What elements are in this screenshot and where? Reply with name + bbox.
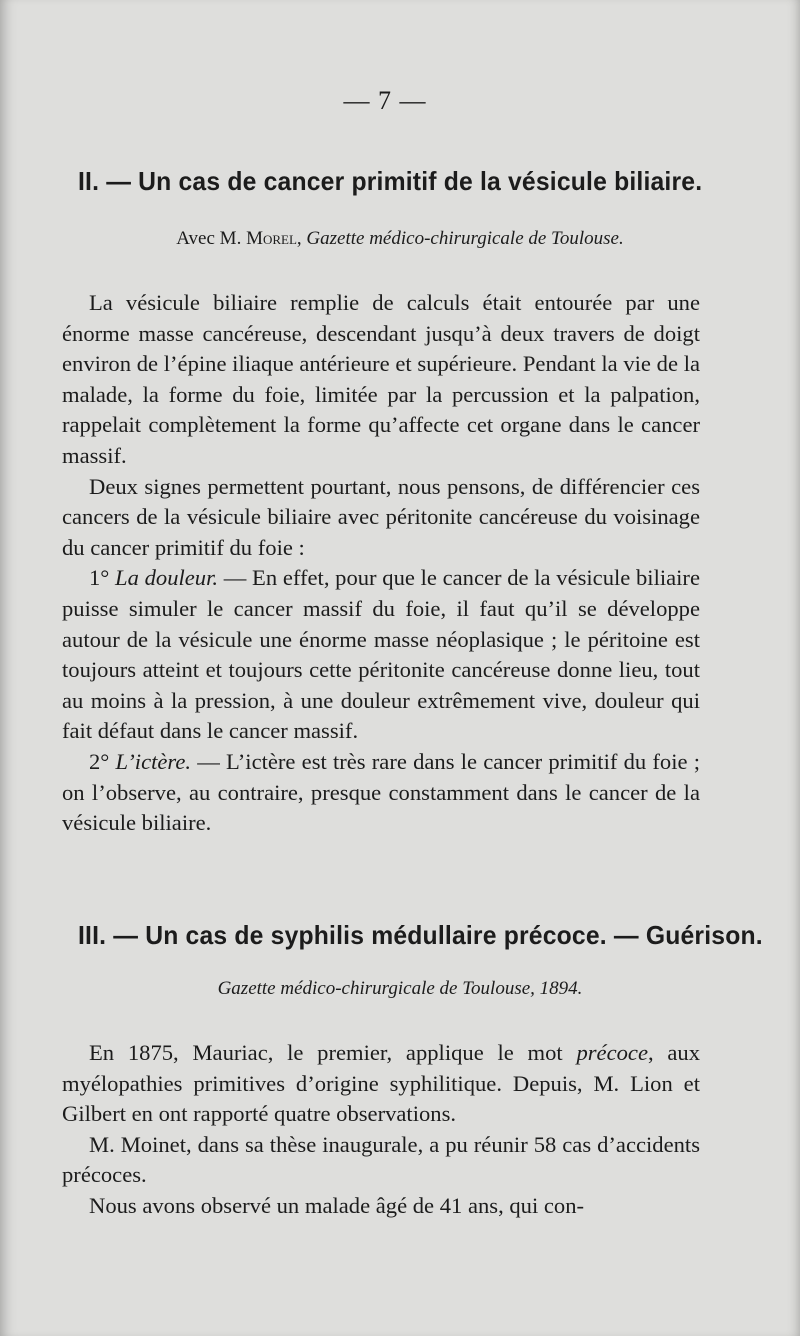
paragraph: M. Moinet, dans sa thèse inaugurale, a pu réunir 58 cas d’accidents précoces. xyxy=(62,1131,700,1188)
ref-author: Morel, xyxy=(246,228,302,249)
item-text: — En effet, pour que le cancer de la vésicule biliaire puisse simuler le cancer massif du foie, il faut qu’il se développe autour de la vésicule une énorme masse néoplasique ; le péritoine est toujours atteint et toujours cette péritonite cancéreuse donne lieu, tout au moins à la pression, à une douleur extrêmement vive, douleur qui fait défaut dans le cancer massif. xyxy=(62,565,700,744)
section-2-body xyxy=(62,288,700,839)
item-number: 2° xyxy=(89,748,110,774)
item-term: L’ictère. xyxy=(115,748,192,774)
paragraph: Nous avons observé un malade âgé de 41 ans, qui con- xyxy=(89,1192,585,1218)
section-2-title: II. — Un cas de cancer primitif de la vésicule biliaire. xyxy=(78,166,703,196)
section-3-reference xyxy=(0,978,800,1000)
section-2-reference xyxy=(0,228,800,250)
para-text: En 1875, Mauriac, le premier, applique le mot xyxy=(89,1040,563,1065)
paragraph xyxy=(62,1038,700,1130)
item-term: précoce xyxy=(576,1040,648,1065)
paragraph: La vésicule biliaire remplie de calculs était entourée par une énorme masse cancéreuse, descendant jusqu’à deux travers de doigt environ de l’épine iliaque antérieure et supérieure. Pendant la vie de la malade, la forme du foie, limitée par la percussion et la palpation, rappelait complètement la forme qu’affecte cet organe dans le cancer massif. xyxy=(62,290,700,468)
ref-journal: Gazette médico-chirurgicale de Toulouse. xyxy=(306,228,624,249)
para-text: , aux myélopathies primitives d’origine syphilitique. Depuis, M. Lion et Gilbert en ont rapporté quatre observations. xyxy=(62,1040,700,1127)
section-3-title: III. — Un cas de syphilis médullaire précoce. — Guérison. xyxy=(78,920,763,950)
item-number: 1° xyxy=(89,565,110,591)
ref-journal: Gazette médico-chirurgicale de Toulouse, 1894. xyxy=(217,978,583,999)
paragraph xyxy=(62,747,700,839)
paragraph xyxy=(62,563,700,747)
section-3-body xyxy=(62,1038,700,1222)
item-term: La douleur. xyxy=(115,565,219,591)
page-number: — 7 — xyxy=(343,86,427,115)
ref-prefix: Avec M. xyxy=(176,228,242,249)
item-text: — L’ictère est très rare dans le cancer primitif du foie ; on l’observe, au contraire, presque constamment dans le cancer de la vésicule biliaire. xyxy=(62,748,700,836)
paragraph: Deux signes permettent pourtant, nous pensons, de différencier ces cancers de la vésicule biliaire avec péritonite cancéreuse du voisinage du cancer primitif du foie : xyxy=(62,473,700,560)
